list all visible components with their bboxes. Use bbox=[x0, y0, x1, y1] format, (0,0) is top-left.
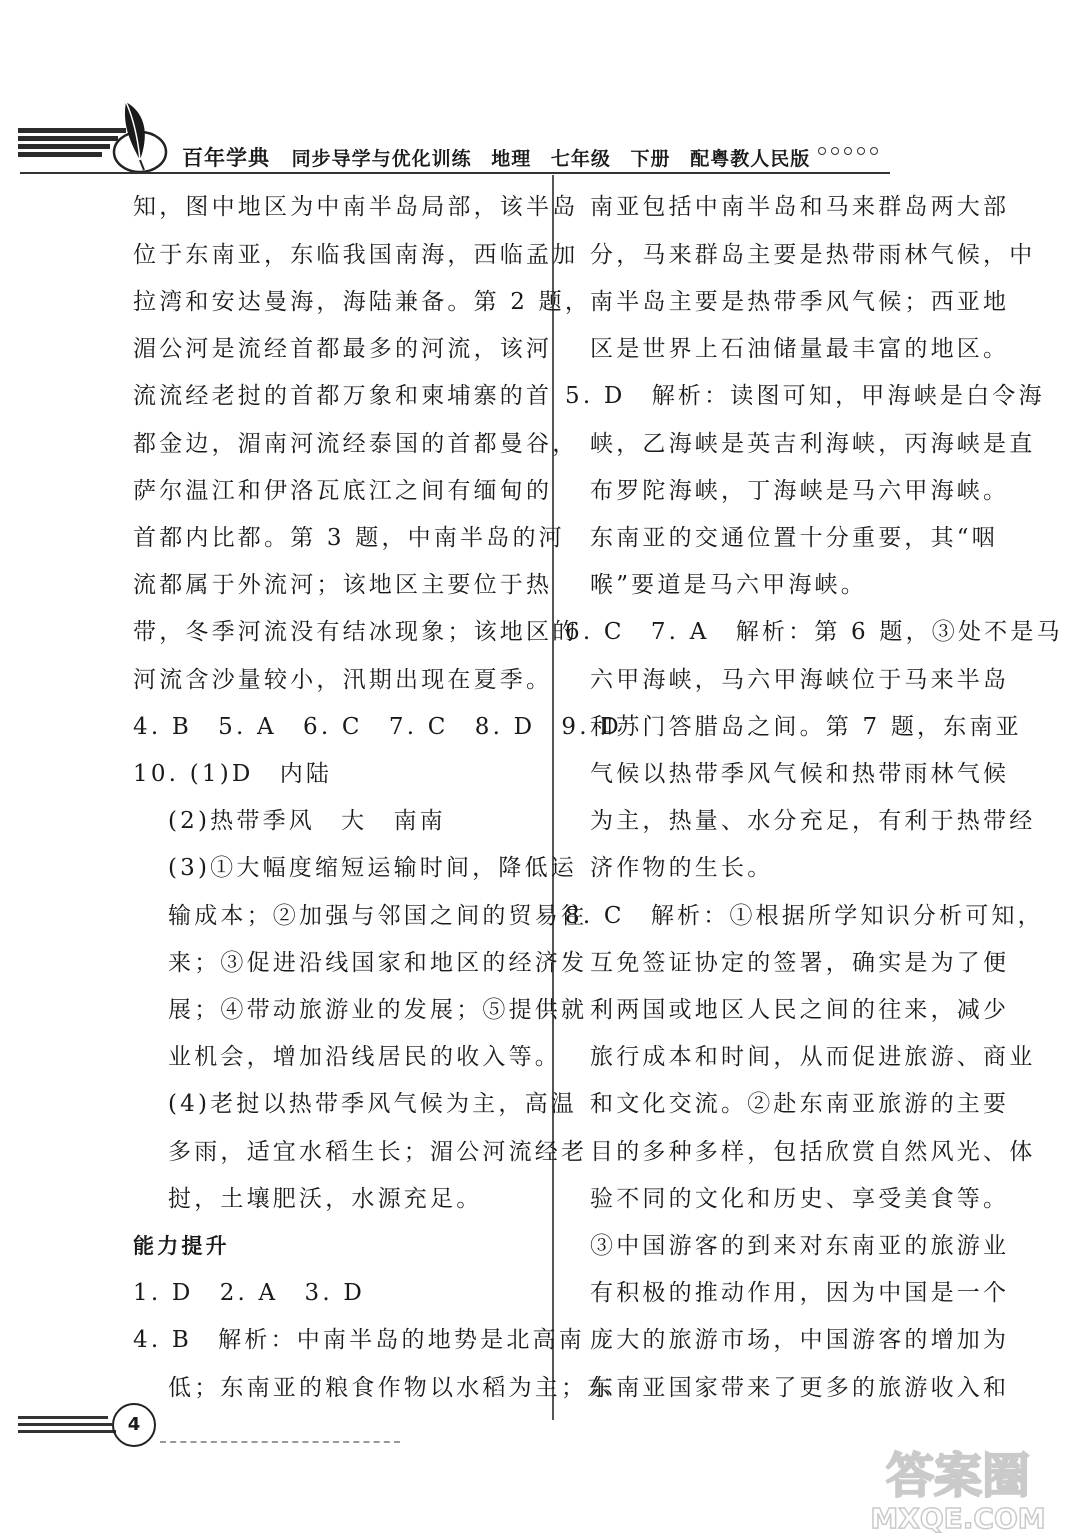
left-line-17: 来；③促进沿线国家和地区的经济发 bbox=[168, 950, 588, 976]
right-line-9: 喉”要道是马六甲海峡。 bbox=[590, 572, 867, 598]
right-line-23: ③中国游客的到来对东南亚的旅游业 bbox=[590, 1233, 1010, 1259]
right-line-19: 旅行成本和时间，从而促进旅游、商业 bbox=[590, 1044, 1036, 1070]
header-edition: 配粤教人民版 bbox=[690, 148, 811, 170]
left-line-8: 首都内比都。第 3 题，中南半岛的河 bbox=[133, 525, 565, 551]
left-line-13: 10. (1)D 内陆 bbox=[133, 761, 333, 787]
left-line-7: 萨尔温江和伊洛瓦底江之间有缅甸的 bbox=[133, 478, 553, 504]
left-line-25: 4. B 解析：中南半岛的地势是北高南 bbox=[133, 1327, 585, 1353]
left-line-1: 知，图中地区为中南半岛局部，该半岛 bbox=[133, 194, 579, 220]
right-line-13: 气候以热带季风气候和热带雨林气候 bbox=[590, 761, 1010, 787]
left-line-16: 输成本；②加强与邻国之间的贸易往 bbox=[168, 903, 588, 929]
right-line-7: 布罗陀海峡，丁海峡是马六甲海峡。 bbox=[590, 478, 1010, 504]
svg-text:答案圈: 答案圈 bbox=[885, 1448, 1031, 1504]
left-line-21: 多雨，适宜水稻生长；湄公河流经老 bbox=[168, 1139, 588, 1165]
right-line-2: 分，马来群岛主要是热带雨林气候，中 bbox=[590, 242, 1036, 268]
right-line-1: 南亚包括中南半岛和马来群岛两大部 bbox=[590, 194, 1010, 220]
right-line-4: 区是世界上石油储量最丰富的地区。 bbox=[590, 336, 1010, 362]
right-line-6: 峡，乙海峡是英吉利海峡，丙海峡是直 bbox=[590, 431, 1036, 457]
header-brand: 百年学典 bbox=[182, 146, 270, 170]
right-line-22: 验不同的文化和历史、享受美食等。 bbox=[590, 1186, 1010, 1212]
left-line-11: 河流含沙量较小，汛期出现在夏季。 bbox=[133, 667, 553, 693]
header-subject: 地理 bbox=[491, 148, 532, 170]
page-number: 4 bbox=[112, 1403, 156, 1447]
left-line-4: 湄公河是流经首都最多的河流，该河 bbox=[133, 336, 553, 362]
left-line-14: (2)热带季风 大 南南 bbox=[168, 808, 446, 834]
quill-logo-icon bbox=[104, 98, 174, 174]
right-line-26: 东南亚国家带来了更多的旅游收入和 bbox=[590, 1375, 1010, 1401]
right-line-17: 互免签证协定的签署，确实是为了便 bbox=[590, 950, 1010, 976]
left-line-5: 流流经老挝的首都万象和柬埔寨的首 bbox=[133, 383, 553, 409]
right-line-10: 6. C 7. A 解析：第 6 题，③处不是马 bbox=[565, 619, 1063, 645]
right-line-20: 和文化交流。②赴东南亚旅游的主要 bbox=[590, 1091, 1010, 1117]
footer-decor-lines bbox=[18, 1412, 118, 1442]
left-line-2: 位于东南亚，东临我国南海，西临孟加 bbox=[133, 242, 579, 268]
left-line-9: 流都属于外流河；该地区主要位于热 bbox=[133, 572, 553, 598]
right-line-15: 济作物的生长。 bbox=[590, 855, 774, 881]
svg-text:MXQE.COM: MXQE.COM bbox=[870, 1502, 1046, 1535]
right-line-18: 利两国或地区人民之间的往来，减少 bbox=[590, 997, 1010, 1023]
left-line-6: 都金边，湄南河流经泰国的首都曼谷， bbox=[133, 431, 579, 457]
left-line-12: 4. B 5. A 6. C 7. C 8. D 9. D bbox=[133, 714, 622, 740]
header-dots-decor bbox=[818, 147, 878, 155]
header-rule bbox=[20, 172, 890, 174]
left-line-18: 展；④带动旅游业的发展；⑤提供就 bbox=[168, 997, 588, 1023]
left-line-20: (4)老挝以热带季风气候为主，高温 bbox=[168, 1091, 577, 1117]
right-line-11: 六甲海峡，马六甲海峡位于马来半岛 bbox=[590, 667, 1010, 693]
left-line-3: 拉湾和安达曼海，海陆兼备。第 2 题， bbox=[133, 289, 592, 315]
left-line-19: 业机会，增加沿线居民的收入等。 bbox=[168, 1044, 561, 1070]
footer-dashed-rule bbox=[160, 1441, 400, 1443]
header-subtitle: 同步导学与优化训练 bbox=[291, 148, 472, 170]
left-line-26: 低；东南亚的粮食作物以水稻为主；东 bbox=[168, 1375, 614, 1401]
right-line-14: 为主，热量、水分充足，有利于热带经 bbox=[590, 808, 1036, 834]
left-line-10: 带，冬季河流没有结冰现象；该地区的 bbox=[133, 619, 579, 645]
right-line-8: 东南亚的交通位置十分重要，其“咽 bbox=[590, 525, 998, 551]
left-line-15: (3)①大幅度缩短运输时间，降低运 bbox=[168, 855, 577, 881]
section-heading-ability: 能力提升 bbox=[133, 1234, 230, 1258]
left-line-24: 1. D 2. A 3. D bbox=[133, 1280, 366, 1306]
page-header bbox=[0, 0, 1070, 190]
right-line-3: 南半岛主要是热带季风气候；西亚地 bbox=[590, 289, 1010, 315]
right-line-21: 目的多种多样，包括欣赏自然风光、体 bbox=[590, 1139, 1036, 1165]
right-line-25: 庞大的旅游市场，中国游客的增加为 bbox=[590, 1327, 1010, 1353]
left-line-22: 挝，土壤肥沃，水源充足。 bbox=[168, 1186, 483, 1212]
column-divider bbox=[552, 175, 554, 1420]
right-line-24: 有积极的推动作用，因为中国是一个 bbox=[590, 1280, 1010, 1306]
header-volume: 下册 bbox=[630, 148, 671, 170]
right-line-12: 和苏门答腊岛之间。第 7 题，东南亚 bbox=[590, 714, 1022, 740]
header-grade: 七年级 bbox=[550, 148, 611, 170]
right-line-16: 8. C 解析：①根据所学知识分析可知， bbox=[565, 903, 1044, 929]
right-line-5: 5. D 解析：读图可知，甲海峡是白令海 bbox=[565, 383, 1045, 409]
watermark-logo bbox=[858, 1440, 1058, 1536]
